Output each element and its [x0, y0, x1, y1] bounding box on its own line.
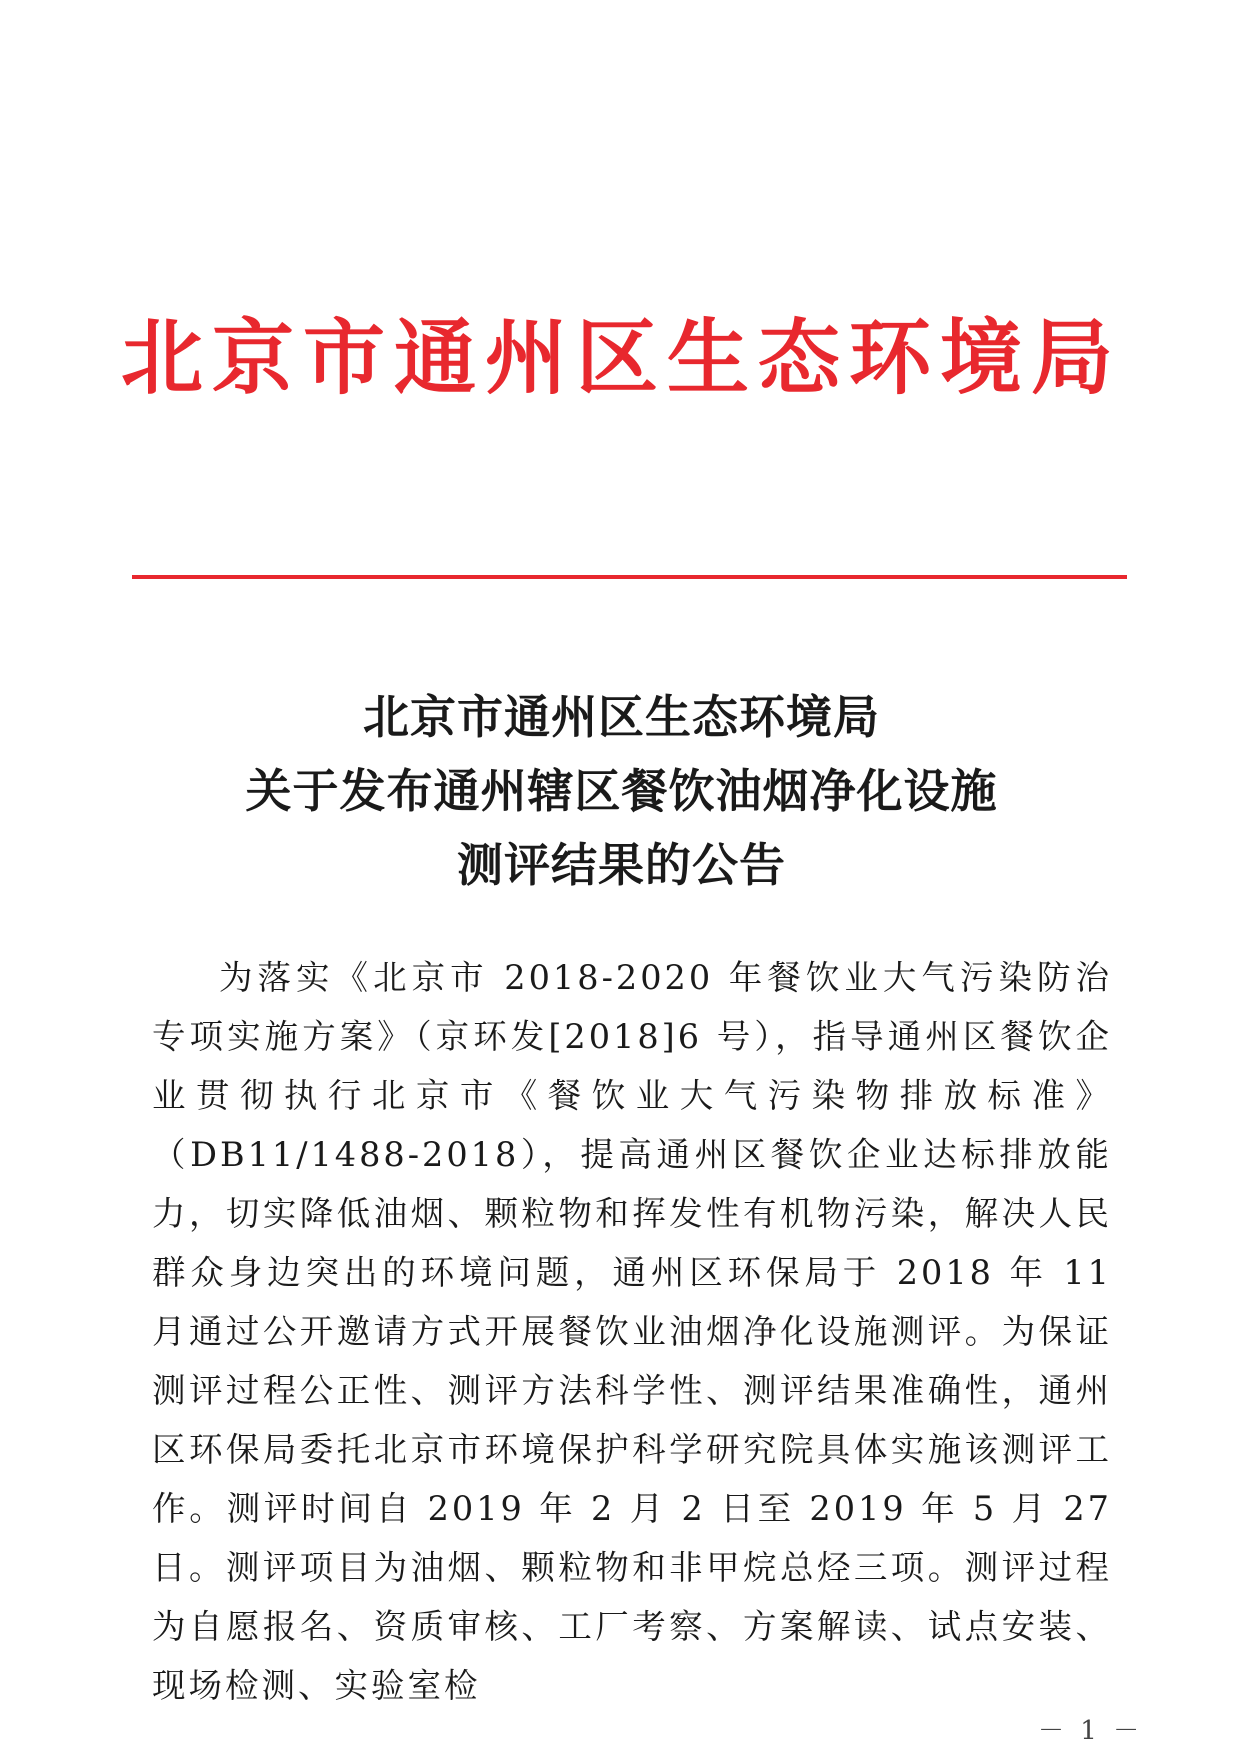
- masthead-red-rule: [132, 575, 1127, 579]
- body-paragraph: 为落实《北京市 2018-2020 年餐饮业大气污染防治专项实施方案》（京环发[2018]6 号），指导通州区餐饮企业贯彻执行北京市《餐饮业大气污染物排放标准》（DB11/1488-2018），提高通州区餐饮企业达标排放能力，切实降低油烟、颗粒物和挥发性有机物污染，解决人民群众身边突出的环境问题，通州区环保局于 2018 年 11 月通过公开邀请方式开展餐饮业油烟净化设施测评。为保证测评过程公正性、测评方法科学性、测评结果准确性，通州区环保局委托北京市环境保护科学研究院具体实施该测评工作。测评时间自 2019 年 2 月 2 日至 2019 年 5 月 27 日。测评项目为油烟、颗粒物和非甲烷总烃三项。测评过程为自愿报名、资质审核、工厂考察、方案解读、试点安装、现场检测、实验室检: [152, 958, 1112, 1705]
- page-number: － 1 －: [1038, 1716, 1144, 1746]
- title-line-3: 测评结果的公告: [457, 838, 786, 892]
- title-line-1: 北京市通州区生态环境局: [363, 690, 880, 744]
- masthead-org-name: 北京市通州区生态环境局: [120, 311, 1122, 406]
- document-title: [0, 680, 1243, 902]
- title-line-2: 关于发布通州辖区餐饮油烟净化设施: [245, 764, 998, 818]
